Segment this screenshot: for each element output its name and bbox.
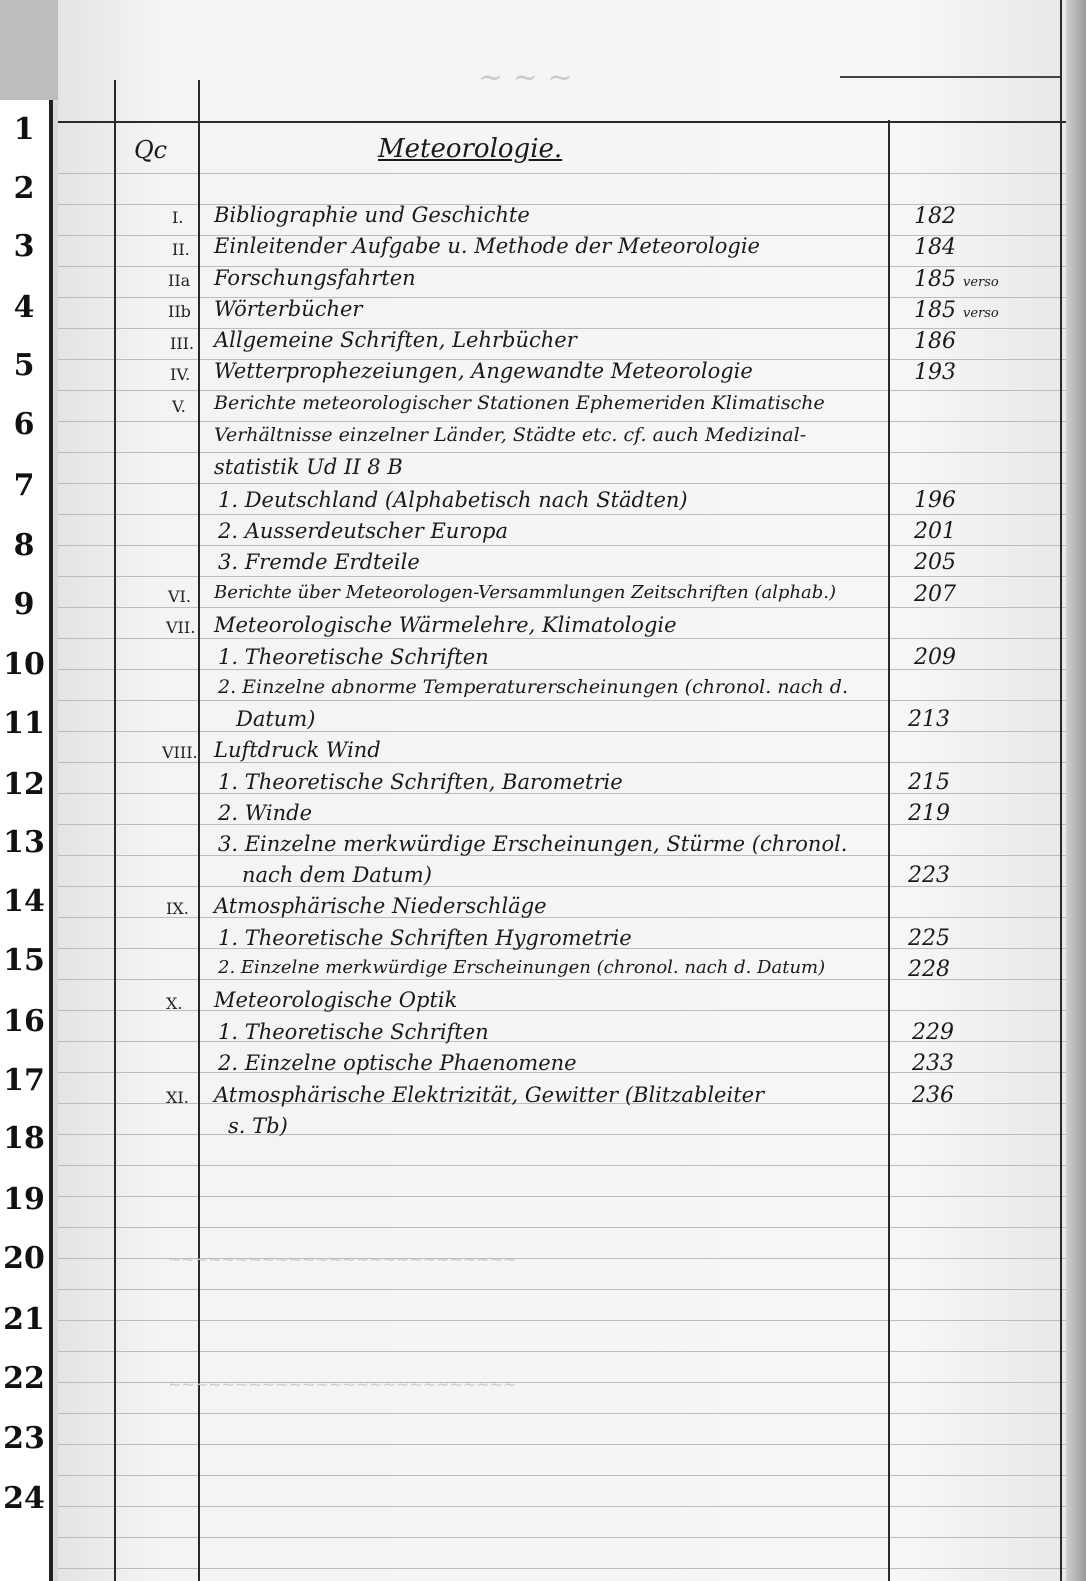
section-number: VIII.	[162, 743, 198, 762]
section-number: II.	[172, 240, 190, 259]
ruled-line	[58, 607, 1066, 608]
ruled-line	[58, 917, 1066, 918]
bleed-through-mark: ~ ~ ~	[478, 60, 573, 95]
entry-text: Forschungsfahrten	[214, 266, 416, 290]
entry-text: 1. Theoretische Schriften	[218, 645, 489, 669]
ruled-line	[58, 1413, 1066, 1414]
page-number: 229	[912, 1020, 954, 1045]
ruled-line	[58, 1010, 1066, 1011]
column-divider	[888, 120, 890, 1581]
entry-text: 1. Theoretische Schriften, Barometrie	[218, 770, 623, 794]
entry-text: 3. Einzelne merkwürdige Erscheinungen, Stürme (chronol.	[218, 832, 848, 856]
section-number: VI.	[168, 587, 191, 606]
ruled-line	[58, 1289, 1066, 1290]
entry-text: 1. Theoretische Schriften Hygrometrie	[218, 926, 632, 950]
entry-text: Allgemeine Schriften, Lehrbücher	[214, 328, 577, 352]
page-number: 213	[908, 707, 950, 732]
page-number: 196	[914, 488, 956, 513]
section-number: I.	[172, 208, 184, 227]
ruler-number: 12	[3, 767, 45, 802]
bleed-through-mark: ~~~~~~~~~~~~~~~~~~~~~~~~~~	[168, 1375, 517, 1394]
ruler-number: 9	[13, 587, 35, 622]
ruler-number: 1	[13, 112, 35, 147]
ruler-number: 10	[3, 647, 45, 682]
page-number: 184	[914, 235, 956, 260]
page-number: 236	[912, 1083, 954, 1108]
entry-text: Wetterprophezeiungen, Angewandte Meteorologie	[214, 359, 753, 383]
ruler-number: 14	[3, 884, 45, 919]
ruled-line	[58, 762, 1066, 763]
ruled-line	[58, 1506, 1066, 1507]
ruled-line	[58, 1351, 1066, 1352]
ruler-number: 18	[3, 1121, 45, 1156]
line-number-ruler	[0, 100, 50, 1581]
ruled-line	[58, 638, 1066, 639]
entry-text: statistik Ud II 8 B	[214, 455, 403, 479]
ruler-number: 6	[13, 407, 35, 442]
entry-text: Wörterbücher	[214, 297, 363, 321]
page-title: Meteorologie.	[378, 134, 563, 164]
entry-text: s. Tb)	[228, 1114, 288, 1138]
ruled-line	[58, 1196, 1066, 1197]
ledger-page	[58, 0, 1066, 1581]
ruled-line	[58, 483, 1066, 484]
ruled-line	[58, 1320, 1066, 1321]
entry-text: Meteorologische Wärmelehre, Klimatologie	[214, 613, 677, 637]
ruler-edge	[49, 100, 53, 1581]
page-number: 207	[914, 582, 956, 607]
page-number: 185 verso	[914, 298, 999, 323]
entry-text: Berichte über Meteorologen-Versammlungen Zeitschriften (alphab.)	[214, 582, 837, 603]
entry-text: 2. Einzelne abnorme Temperaturerscheinungen (chronol. nach d.	[218, 676, 848, 698]
ruler-number: 23	[3, 1421, 45, 1456]
entry-text: nach dem Datum)	[242, 863, 432, 887]
ruler-number: 2	[13, 171, 35, 206]
bleed-through-mark: ~~~~~~~~~~~~~~~~~~~~~~~~~~	[168, 1250, 517, 1269]
page-number: 233	[912, 1051, 954, 1076]
ruler-number: 5	[13, 348, 35, 383]
ruler-number: 16	[3, 1004, 45, 1039]
catalog-code: Qc	[134, 136, 168, 164]
ruler-number: 13	[3, 825, 45, 860]
section-number: III.	[170, 334, 195, 353]
ruled-line	[58, 700, 1066, 701]
scan-corner	[0, 0, 58, 100]
ruler-number: 8	[13, 528, 35, 563]
ruled-line	[58, 1444, 1066, 1445]
entry-text: 1. Deutschland (Alphabetisch nach Städten)	[218, 488, 688, 512]
ruled-line	[58, 1134, 1066, 1135]
page-number: 223	[908, 863, 950, 888]
page-number: 225	[908, 926, 950, 951]
ruled-line	[58, 1537, 1066, 1538]
ruler-number: 11	[3, 706, 45, 741]
page-number: 209	[914, 645, 956, 670]
page-number: 186	[914, 329, 956, 354]
page-number: 205	[914, 550, 956, 575]
section-number: X.	[166, 994, 183, 1013]
entry-text: Atmosphärische Elektrizität, Gewitter (Blitzableiter	[214, 1083, 765, 1107]
entry-text: 2. Einzelne merkwürdige Erscheinungen (chronol. nach d. Datum)	[218, 957, 826, 978]
entry-text: Atmosphärische Niederschläge	[214, 894, 547, 918]
ruler-number: 22	[3, 1361, 45, 1396]
ruled-line	[58, 1165, 1066, 1166]
entry-text: Meteorologische Optik	[214, 988, 458, 1012]
entry-text: Einleitender Aufgabe u. Methode der Meteorologie	[214, 234, 760, 258]
entry-text: 2. Winde	[218, 801, 313, 825]
ruled-line	[58, 1568, 1066, 1569]
ruler-number: 21	[3, 1302, 45, 1337]
section-number: IIa	[168, 271, 191, 290]
column-divider	[1060, 0, 1062, 1581]
ruled-line	[58, 576, 1066, 577]
ruler-number: 3	[13, 229, 35, 264]
entry-text: 2. Ausserdeutscher Europa	[218, 519, 508, 543]
entry-text: 1. Theoretische Schriften	[218, 1020, 489, 1044]
ruler-number: 4	[13, 290, 35, 325]
entry-text: Berichte meteorologischer Stationen Ephemeriden Klimatische	[214, 392, 825, 414]
ruler-number: 7	[13, 468, 35, 503]
entry-text: Luftdruck Wind	[214, 738, 381, 762]
section-number: V.	[172, 397, 186, 416]
page-number: 185 verso	[914, 267, 999, 292]
entry-text: Verhältnisse einzelner Länder, Städte etc. cf. auch Medizinal-	[214, 424, 807, 446]
entry-text: 3. Fremde Erdteile	[218, 550, 420, 574]
ruler-number: 15	[3, 943, 45, 978]
ruler-number: 17	[3, 1063, 45, 1098]
section-number: IV.	[170, 365, 191, 384]
section-number: IX.	[166, 899, 189, 918]
entry-text: 2. Einzelne optische Phaenomene	[218, 1051, 577, 1075]
entry-text: Bibliographie und Geschichte	[214, 203, 530, 227]
ruled-line	[58, 173, 1066, 174]
header-rule	[58, 121, 1066, 123]
ruler-number: 24	[3, 1481, 45, 1516]
ruled-line	[58, 514, 1066, 515]
ruler-number: 19	[3, 1182, 45, 1217]
page-number: 215	[908, 770, 950, 795]
column-divider	[114, 80, 116, 1581]
section-number: IIb	[168, 302, 191, 321]
section-number: XI.	[166, 1088, 189, 1107]
page-edge-shadow	[1066, 0, 1086, 1581]
ruled-line	[58, 421, 1066, 422]
section-number: VII.	[166, 618, 196, 637]
page-number: 201	[914, 519, 956, 544]
ruled-line	[58, 1227, 1066, 1228]
ruled-line	[58, 452, 1066, 453]
page-number: 219	[908, 801, 950, 826]
ruled-line	[58, 545, 1066, 546]
ruled-line	[58, 1475, 1066, 1476]
ruler-number: 20	[3, 1241, 45, 1276]
page-number: 228	[908, 957, 950, 982]
header-rule-right	[840, 76, 1060, 78]
column-divider	[198, 80, 200, 1581]
page-number: 193	[914, 360, 956, 385]
page-number: 182	[914, 204, 956, 229]
entry-text: Datum)	[236, 707, 316, 731]
ruled-line	[58, 390, 1066, 391]
